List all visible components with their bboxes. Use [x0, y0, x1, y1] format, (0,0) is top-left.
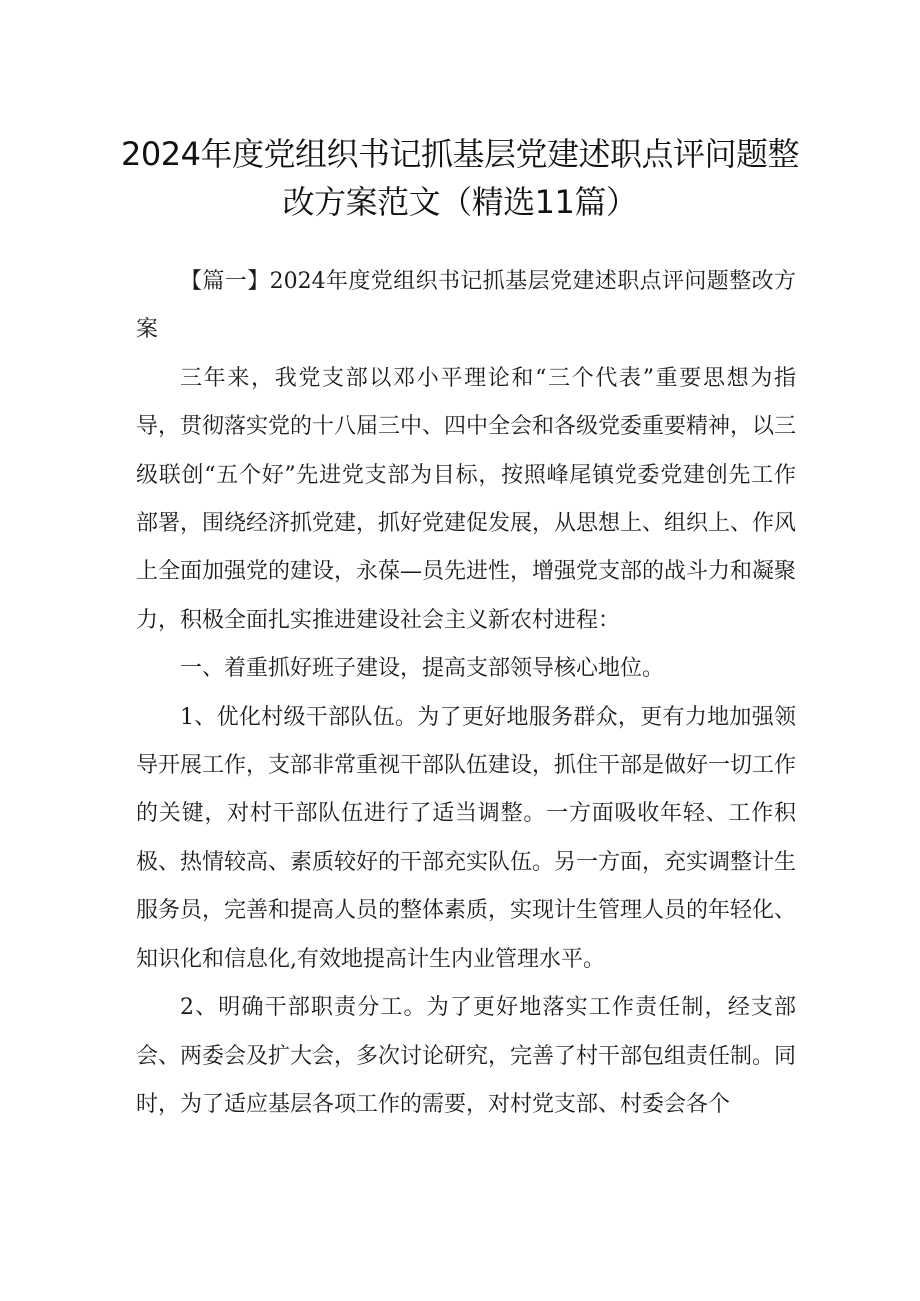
- document-title: [100, 130, 820, 226]
- title-line-1: 2024年度党组织书记抓基层党建述职点评问题整: [121, 135, 799, 173]
- section-one-heading: 一、着重抓好班子建设，提高支部领导核心地位。: [180, 656, 665, 682]
- title-line-2: 改方案范文（精选11篇）: [282, 183, 638, 221]
- intro-paragraph: 三年来，我党支部以邓小平理论和“三个代表”重要思想为指导，贯彻落实党的十八届三中、四中全会和各级党委重要精神，以三级联创“五个好”先进党支部为目标，按照峰尾镇党委党建创先工作部署，围绕经济抓党建，抓好党建促发展，从思想上、组织上、作风上全面加强党的建设，永葆—员先进性，增强党支部的战斗力和凝聚力，积极全面扎实推进建设社会主义新农村进程：: [136, 365, 797, 633]
- section-heading-paragraph: 【篇一】2024年度党组织书记抓基层党建述职点评问题整改方案: [136, 269, 796, 343]
- item-two-paragraph: 2、明确干部职责分工。为了更好地落实工作责任制，经支部会、两委会及扩大会，多次讨论研究，完善了村干部包组责任制。同时，为了适应基层各项工作的需要，对村党支部、村委会各个: [136, 995, 797, 1117]
- document-body: [136, 258, 796, 1129]
- item-one-paragraph: 1、优化村级干部队伍。为了更好地服务群众，更有力地加强领导开展工作，支部非常重视干部队伍建设，抓住干部是做好一切工作的关键，对村干部队伍进行了适当调整。一方面吸收年轻、工作积极、热情较高、素质较好的干部充实队伍。另一方面，充实调整计生服务员，完善和提高人员的整体素质，实现计生管理人员的年轻化、知识化和信息化,有效地提高计生内业管理水平。: [136, 704, 797, 972]
